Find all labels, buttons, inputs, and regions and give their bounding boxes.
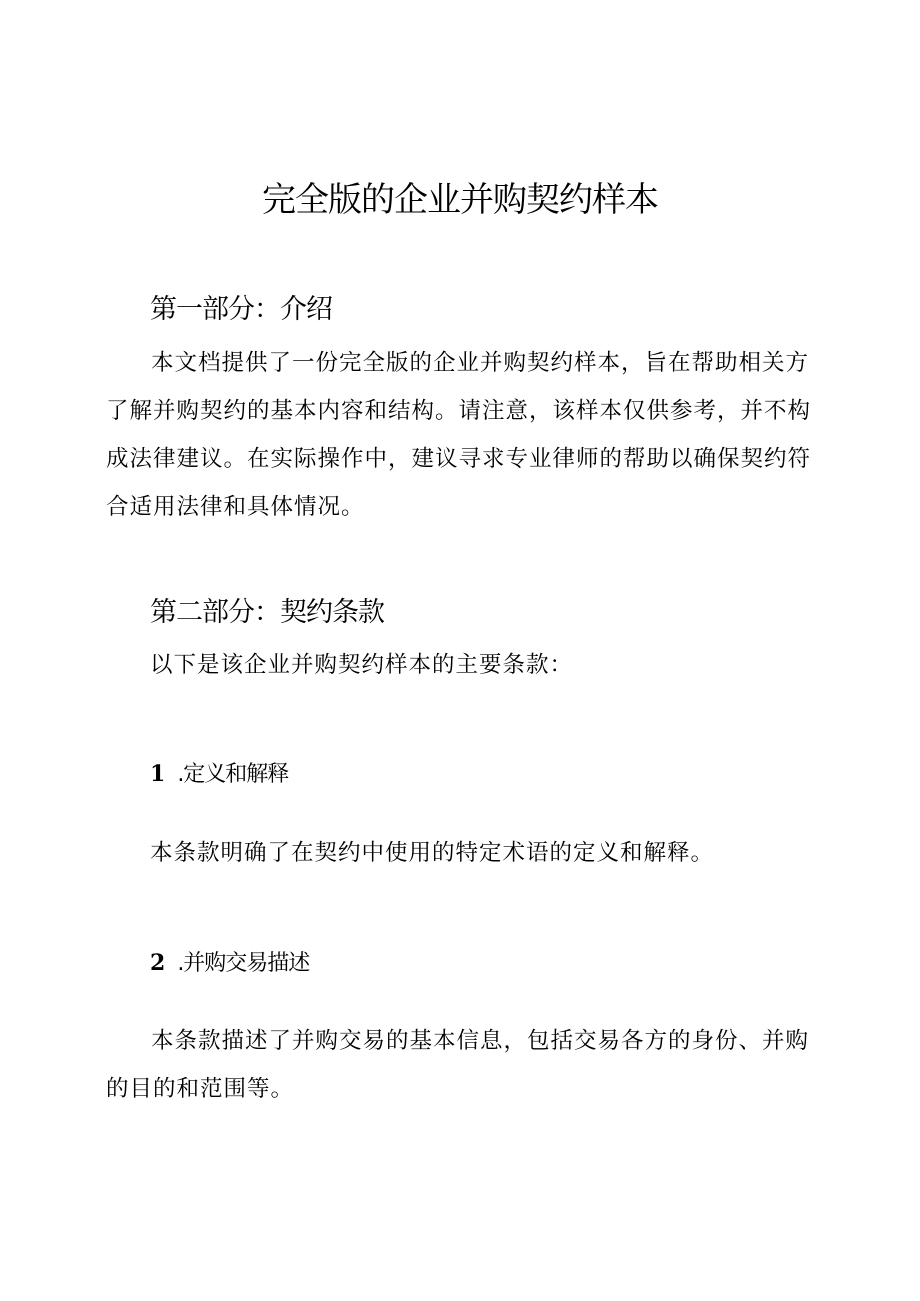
clause-title: .定义和解释	[177, 762, 289, 787]
clause-number: 2	[150, 950, 166, 976]
section-heading-contract-terms: 第二部分：契约条款	[150, 597, 384, 628]
clause-number: 1	[150, 761, 166, 787]
section-heading-introduction: 第一部分：介绍	[150, 294, 332, 325]
clause-text-definitions: 本条款明确了在契约中使用的特定术语的定义和解释。	[150, 840, 715, 866]
document-title: 完全版的企业并购契约样本	[262, 180, 658, 220]
introduction-paragraph: 本文档提供了一份完全版的企业并购契约样本，旨在帮助相关方了解并购契约的基本内容和结构。请注意，该样本仅供参考，并不构成法律建议。在实际操作中，建议寻求专业律师的帮助以确保契约符合适用法律和具体情况。	[106, 350, 812, 520]
clause-title: .并购交易描述	[177, 951, 310, 976]
clause-heading-definitions	[150, 756, 288, 793]
clause-text-transaction-description: 本条款描述了并购交易的基本信息，包括交易各方的身份、并购的目的和范围等。	[106, 1028, 810, 1102]
contract-terms-intro: 以下是该企业并购契约样本的主要条款：	[150, 652, 574, 678]
clause-heading-transaction-description	[150, 945, 309, 982]
